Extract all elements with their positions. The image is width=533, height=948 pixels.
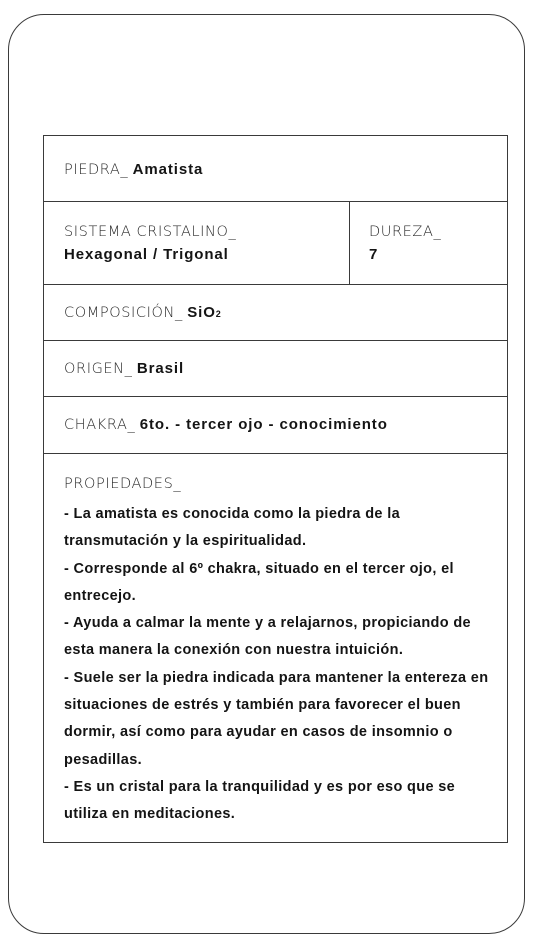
hardness-label: DUREZA_ (369, 224, 442, 240)
composition-formula-subscript: 2 (215, 309, 222, 319)
hardness-cell (369, 224, 441, 263)
composition-row (44, 285, 507, 341)
chakra-row (44, 397, 507, 454)
stone-properties-table (43, 135, 508, 843)
hardness-value: 7 (369, 246, 379, 263)
stone-info-card (8, 14, 525, 934)
stone-value: Amatista (132, 161, 204, 178)
crystal-system-label: SISTEMA CRISTALINO_ (64, 224, 237, 240)
composition-label: COMPOSICIÓN_ (64, 305, 183, 321)
stone-row (44, 136, 507, 202)
properties-label: PROPIEDADES_ (64, 476, 182, 492)
chakra-line (64, 416, 388, 434)
origin-value: Brasil (136, 360, 185, 377)
origin-line (64, 360, 184, 378)
composition-formula (187, 304, 221, 321)
stone-label: PIEDRA_ (64, 162, 129, 178)
property-item: - La amatista es conocida como la piedra de la transmutación y la espiritualidad. (64, 506, 401, 550)
column-divider (349, 202, 350, 284)
origin-row (44, 341, 507, 397)
property-item: - Suele ser la piedra indicada para mantener la entereza en situaciones de estrés y también para favorecer el buen dormir, así como para ayudar en casos de insomnio o pesadillas. (64, 669, 489, 768)
properties-list (64, 501, 494, 829)
origin-label: ORIGEN_ (64, 361, 133, 377)
crystal-system-cell (64, 224, 236, 263)
chakra-label: CHAKRA_ (64, 417, 136, 433)
crystal-hardness-row (44, 202, 507, 285)
composition-line (64, 304, 222, 322)
property-item: - Es un cristal para la tranquilidad y es por eso que se utiliza en meditaciones. (64, 778, 456, 823)
stone-line (64, 161, 203, 179)
property-item: - Corresponde al 6º chakra, situado en el tercer ojo, el entrecejo. (64, 560, 454, 604)
chakra-value: 6to. - tercer ojo - conocimiento (139, 416, 388, 433)
properties-row (44, 454, 507, 842)
composition-formula-main: SiO (187, 304, 216, 321)
property-item: - Ayuda a calmar la mente y a relajarnos, propiciando de esta manera la conexión con nuestra intuición. (64, 615, 471, 659)
crystal-system-value: Hexagonal / Trigonal (64, 246, 229, 263)
